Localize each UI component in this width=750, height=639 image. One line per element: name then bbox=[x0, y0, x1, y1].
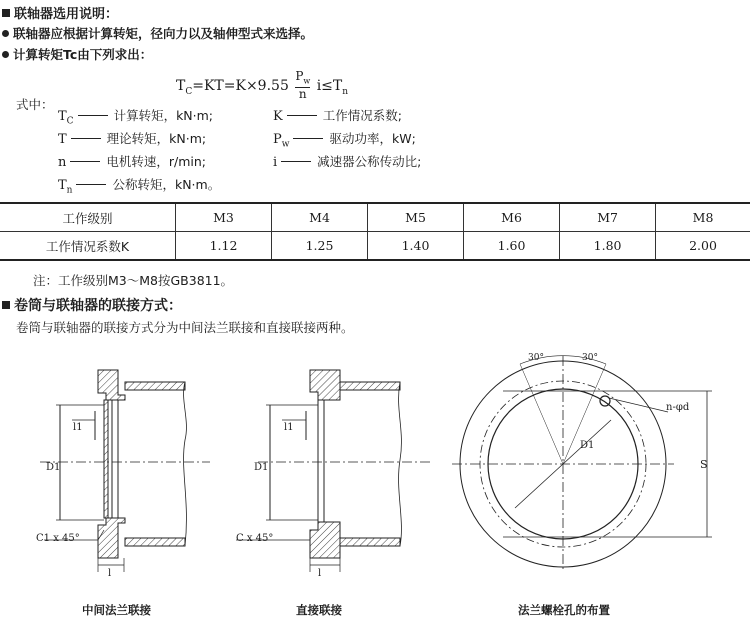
table-cell: M4 bbox=[272, 203, 368, 232]
connection-methods-text: 卷筒与联轴器的联接方式分为中间法兰联接和直接联接两种。 bbox=[16, 320, 354, 335]
label-l: l bbox=[108, 568, 112, 579]
table-cell: M5 bbox=[368, 203, 464, 232]
table-cell: 工作级别 bbox=[0, 203, 176, 232]
label-d1: D1 bbox=[254, 462, 269, 473]
table-cell: M7 bbox=[560, 203, 656, 232]
table-cell: 1.12 bbox=[176, 232, 272, 261]
table-note: 注：工作级别M3～M8按GB3811。 bbox=[33, 273, 234, 288]
label-d1: D1 bbox=[580, 440, 595, 451]
definition-tc: $T_C$ 计算转矩，kN·m; bbox=[58, 108, 214, 127]
caption-middle-flange: 中间法兰联接 bbox=[82, 603, 151, 617]
table-cell: 1.40 bbox=[368, 232, 464, 261]
definition-pw: $P_w$ 驱动功率，kW; bbox=[273, 131, 416, 150]
table-cell: M3 bbox=[176, 203, 272, 232]
where-label: 式中： bbox=[16, 97, 54, 112]
label-d1: D1 bbox=[46, 462, 61, 473]
bullet-selection-criteria: 联轴器应根据计算转矩，径向力以及轴伸型式来选择。 bbox=[2, 24, 313, 42]
caption-bolt-hole-layout: 法兰螺栓孔的布置 bbox=[518, 603, 610, 617]
section-heading-connection-methods: 卷筒与联轴器的联接方式： bbox=[2, 295, 182, 315]
definition-t: T 理论转矩，kN·m; bbox=[58, 131, 207, 147]
bullet-torque-formula-intro: 计算转矩Tc由下列求出： bbox=[2, 45, 152, 63]
label-angle: 30° bbox=[582, 353, 598, 363]
table-cell: 工作情况系数K bbox=[0, 232, 176, 261]
label-l: l bbox=[318, 568, 322, 579]
label-holes: n-φd bbox=[666, 402, 690, 413]
label-c1-chamfer: C1 x 45° bbox=[36, 533, 80, 544]
label-l1: l1 bbox=[284, 422, 294, 433]
table-cell: M6 bbox=[464, 203, 560, 232]
label-l1: l1 bbox=[73, 422, 83, 433]
definition-n: n 电机转速，r/min; bbox=[58, 154, 207, 170]
table-cell: 1.25 bbox=[272, 232, 368, 261]
torque-formula: $T_C=KT=K\times 9.55$ $\frac{P_w}{n}$ $i\le T_n$ bbox=[176, 69, 349, 102]
table-cell: 1.60 bbox=[464, 232, 560, 261]
label-angle: 30° bbox=[528, 353, 544, 363]
label-s: S bbox=[700, 458, 708, 471]
section-heading-coupling-selection: 联轴器选用说明： bbox=[2, 3, 118, 22]
caption-direct-connection: 直接联接 bbox=[296, 603, 342, 617]
table-cell: M8 bbox=[656, 203, 750, 232]
table-cell: 1.80 bbox=[560, 232, 656, 261]
drawing-flange-bolt-hole-layout bbox=[452, 356, 712, 572]
definition-tn: $T_n$ 公称转矩，kN·m。 bbox=[58, 177, 221, 196]
definition-k: K 工作情况系数; bbox=[273, 108, 402, 124]
definition-i: i 减速器公称传动比; bbox=[273, 154, 422, 170]
label-c-chamfer: C x 45° bbox=[236, 533, 274, 544]
table-cell: 2.00 bbox=[656, 232, 750, 261]
